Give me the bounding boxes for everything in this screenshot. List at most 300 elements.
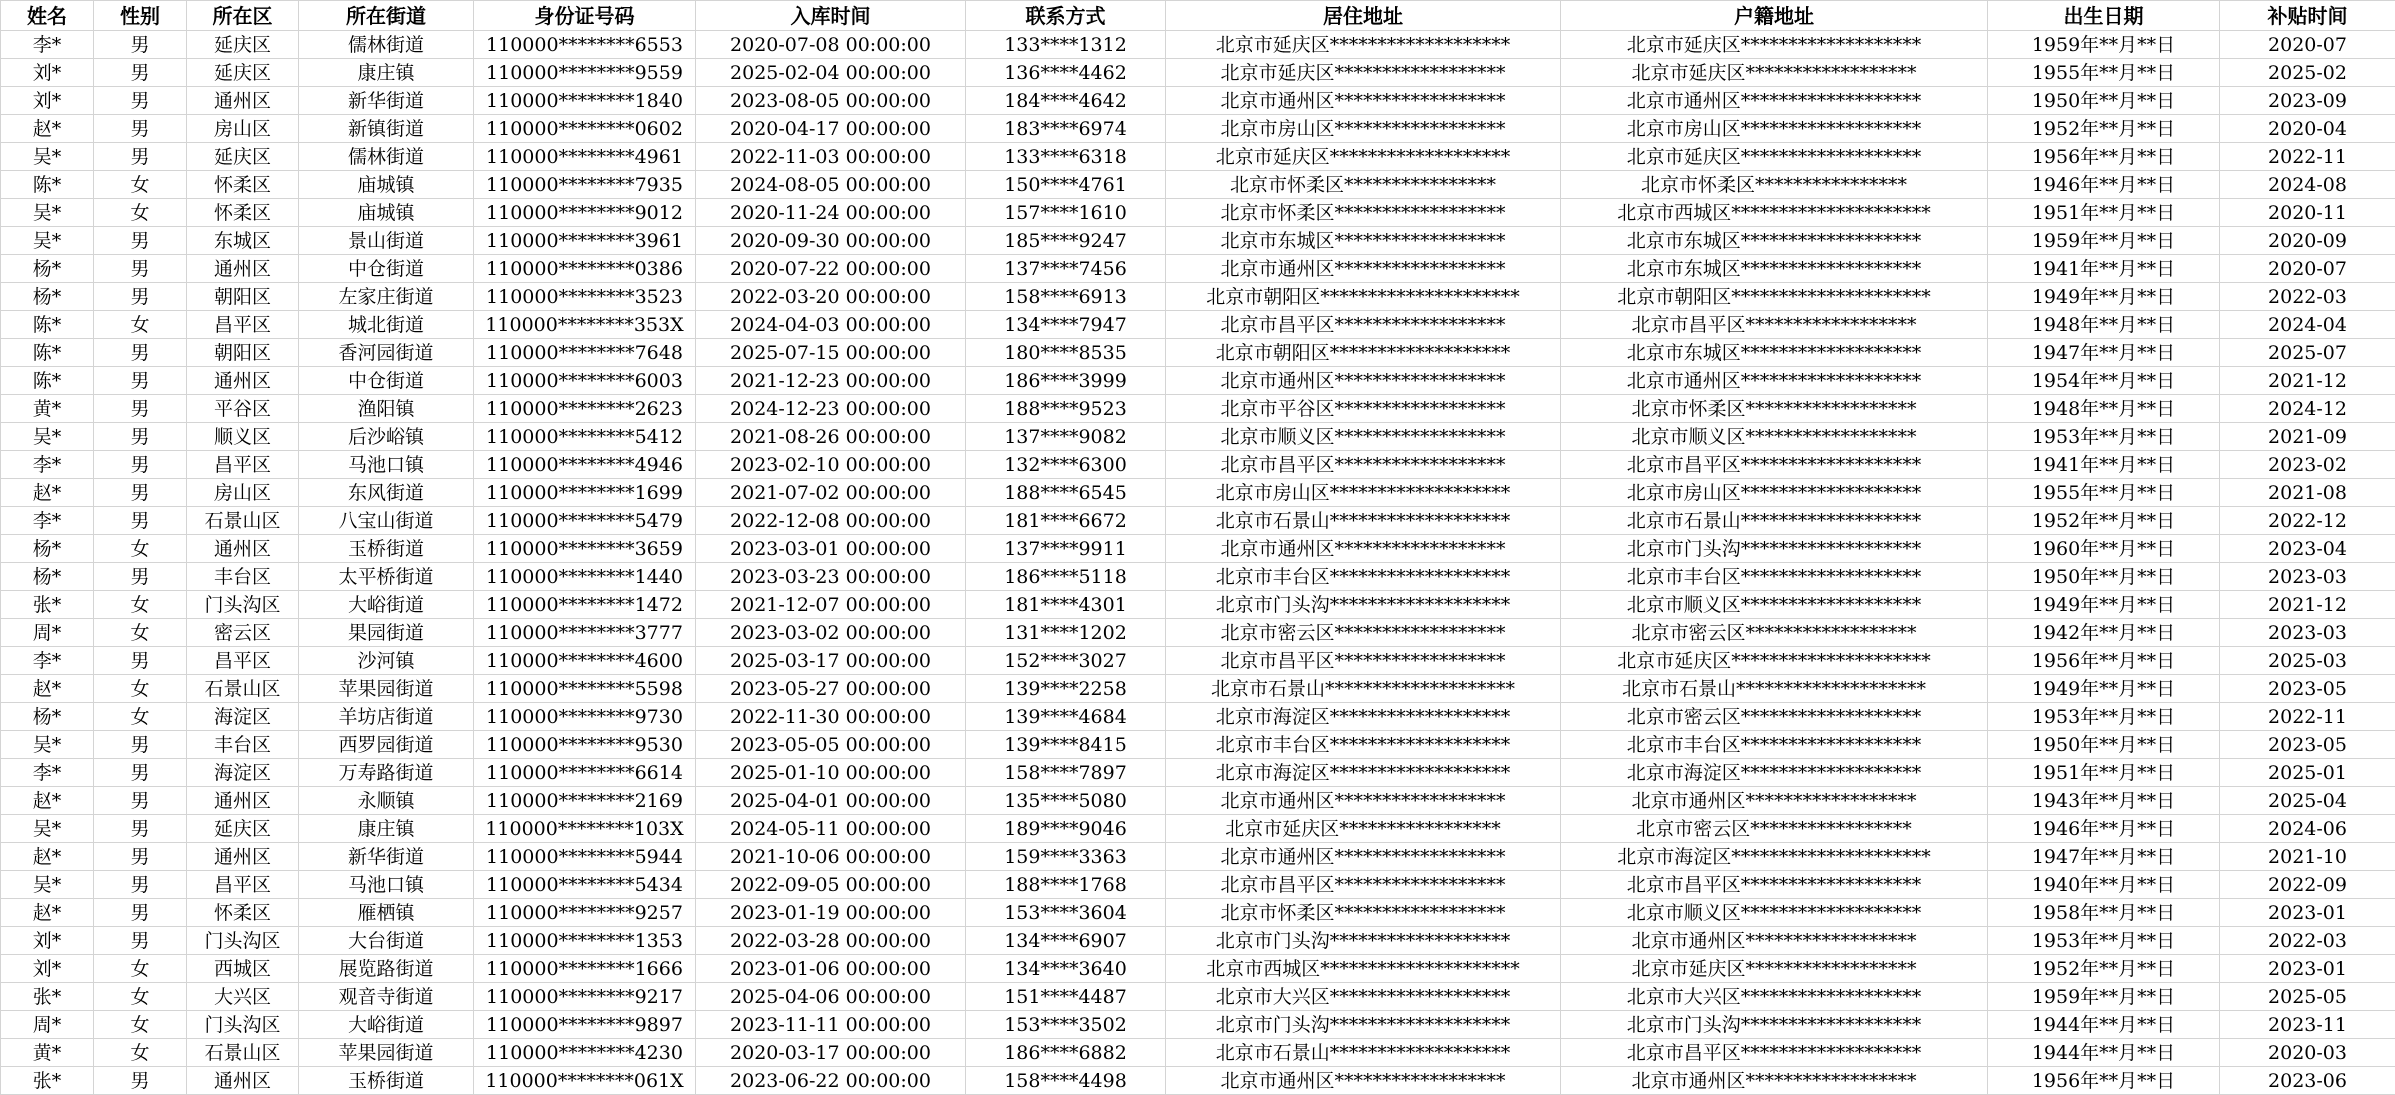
subsidy-time-cell[interactable]: 2023-04 bbox=[2220, 535, 2395, 563]
name-cell[interactable]: 刘* bbox=[1, 59, 94, 87]
id-number-cell[interactable]: 110000********2623 bbox=[474, 395, 696, 423]
id-number-cell[interactable]: 110000********9730 bbox=[474, 703, 696, 731]
district-cell[interactable]: 昌平区 bbox=[187, 871, 299, 899]
subsidy-time-cell[interactable]: 2023-01 bbox=[2220, 955, 2395, 983]
residence-address-cell[interactable]: 北京市丰台区******************* bbox=[1166, 563, 1561, 591]
id-number-cell[interactable]: 110000********5598 bbox=[474, 675, 696, 703]
contact-cell[interactable]: 137****7456 bbox=[966, 255, 1166, 283]
contact-cell[interactable]: 158****7897 bbox=[966, 759, 1166, 787]
district-cell[interactable]: 昌平区 bbox=[187, 647, 299, 675]
gender-cell[interactable]: 男 bbox=[94, 815, 187, 843]
street-cell[interactable]: 左家庄街道 bbox=[299, 283, 474, 311]
id-number-cell[interactable]: 110000********4600 bbox=[474, 647, 696, 675]
entry-time-cell[interactable]: 2023-11-11 00:00:00 bbox=[696, 1011, 966, 1039]
contact-cell[interactable]: 185****9247 bbox=[966, 227, 1166, 255]
contact-cell[interactable]: 159****3363 bbox=[966, 843, 1166, 871]
district-cell[interactable]: 怀柔区 bbox=[187, 199, 299, 227]
subsidy-time-cell[interactable]: 2023-11 bbox=[2220, 1011, 2395, 1039]
id-number-cell[interactable]: 110000********353X bbox=[474, 311, 696, 339]
id-number-cell[interactable]: 110000********3659 bbox=[474, 535, 696, 563]
gender-cell[interactable]: 女 bbox=[94, 675, 187, 703]
contact-cell[interactable]: 131****1202 bbox=[966, 619, 1166, 647]
contact-cell[interactable]: 139****4684 bbox=[966, 703, 1166, 731]
contact-cell[interactable]: 158****6913 bbox=[966, 283, 1166, 311]
street-cell[interactable]: 永顺镇 bbox=[299, 787, 474, 815]
entry-time-cell[interactable]: 2020-03-17 00:00:00 bbox=[696, 1039, 966, 1067]
residence-address-cell[interactable]: 北京市海淀区******************* bbox=[1166, 759, 1561, 787]
birth-date-cell[interactable]: 1951年**月**日 bbox=[1988, 759, 2220, 787]
residence-address-cell[interactable]: 北京市通州区****************** bbox=[1166, 843, 1561, 871]
name-cell[interactable]: 陈* bbox=[1, 171, 94, 199]
street-cell[interactable]: 儒林街道 bbox=[299, 31, 474, 59]
gender-cell[interactable]: 男 bbox=[94, 115, 187, 143]
name-cell[interactable]: 张* bbox=[1, 983, 94, 1011]
name-cell[interactable]: 杨* bbox=[1, 563, 94, 591]
residence-address-cell[interactable]: 北京市延庆区***************** bbox=[1166, 815, 1561, 843]
gender-cell[interactable]: 男 bbox=[94, 787, 187, 815]
gender-cell[interactable]: 男 bbox=[94, 731, 187, 759]
household-address-cell[interactable]: 北京市门头沟******************* bbox=[1561, 1011, 1988, 1039]
street-cell[interactable]: 康庄镇 bbox=[299, 59, 474, 87]
contact-cell[interactable]: 133****6318 bbox=[966, 143, 1166, 171]
street-cell[interactable]: 西罗园街道 bbox=[299, 731, 474, 759]
subsidy-time-cell[interactable]: 2022-09 bbox=[2220, 871, 2395, 899]
birth-date-cell[interactable]: 1946年**月**日 bbox=[1988, 171, 2220, 199]
gender-cell[interactable]: 女 bbox=[94, 199, 187, 227]
header-contact[interactable]: 联系方式 bbox=[966, 1, 1166, 31]
contact-cell[interactable]: 153****3604 bbox=[966, 899, 1166, 927]
entry-time-cell[interactable]: 2021-12-07 00:00:00 bbox=[696, 591, 966, 619]
street-cell[interactable]: 羊坊店街道 bbox=[299, 703, 474, 731]
residence-address-cell[interactable]: 北京市通州区****************** bbox=[1166, 535, 1561, 563]
gender-cell[interactable]: 男 bbox=[94, 283, 187, 311]
subsidy-time-cell[interactable]: 2021-10 bbox=[2220, 843, 2395, 871]
entry-time-cell[interactable]: 2025-04-01 00:00:00 bbox=[696, 787, 966, 815]
subsidy-time-cell[interactable]: 2020-07 bbox=[2220, 31, 2395, 59]
contact-cell[interactable]: 134****7947 bbox=[966, 311, 1166, 339]
name-cell[interactable]: 陈* bbox=[1, 339, 94, 367]
gender-cell[interactable]: 女 bbox=[94, 1011, 187, 1039]
gender-cell[interactable]: 女 bbox=[94, 703, 187, 731]
subsidy-time-cell[interactable]: 2023-05 bbox=[2220, 675, 2395, 703]
name-cell[interactable]: 赵* bbox=[1, 675, 94, 703]
entry-time-cell[interactable]: 2021-10-06 00:00:00 bbox=[696, 843, 966, 871]
entry-time-cell[interactable]: 2020-11-24 00:00:00 bbox=[696, 199, 966, 227]
gender-cell[interactable]: 男 bbox=[94, 927, 187, 955]
gender-cell[interactable]: 男 bbox=[94, 507, 187, 535]
subsidy-time-cell[interactable]: 2023-05 bbox=[2220, 731, 2395, 759]
subsidy-time-cell[interactable]: 2020-04 bbox=[2220, 115, 2395, 143]
subsidy-time-cell[interactable]: 2023-02 bbox=[2220, 451, 2395, 479]
name-cell[interactable]: 李* bbox=[1, 647, 94, 675]
name-cell[interactable]: 赵* bbox=[1, 899, 94, 927]
name-cell[interactable]: 刘* bbox=[1, 927, 94, 955]
header-name[interactable]: 姓名 bbox=[1, 1, 94, 31]
name-cell[interactable]: 赵* bbox=[1, 115, 94, 143]
id-number-cell[interactable]: 110000********9530 bbox=[474, 731, 696, 759]
street-cell[interactable]: 城北街道 bbox=[299, 311, 474, 339]
household-address-cell[interactable]: 北京市密云区****************** bbox=[1561, 619, 1988, 647]
id-number-cell[interactable]: 110000********5434 bbox=[474, 871, 696, 899]
entry-time-cell[interactable]: 2021-08-26 00:00:00 bbox=[696, 423, 966, 451]
street-cell[interactable]: 雁栖镇 bbox=[299, 899, 474, 927]
contact-cell[interactable]: 181****6672 bbox=[966, 507, 1166, 535]
household-address-cell[interactable]: 北京市通州区****************** bbox=[1561, 927, 1988, 955]
residence-address-cell[interactable]: 北京市延庆区****************** bbox=[1166, 59, 1561, 87]
subsidy-time-cell[interactable]: 2020-09 bbox=[2220, 227, 2395, 255]
contact-cell[interactable]: 152****3027 bbox=[966, 647, 1166, 675]
street-cell[interactable]: 康庄镇 bbox=[299, 815, 474, 843]
household-address-cell[interactable]: 北京市门头沟******************* bbox=[1561, 535, 1988, 563]
subsidy-time-cell[interactable]: 2025-07 bbox=[2220, 339, 2395, 367]
header-entry-time[interactable]: 入库时间 bbox=[696, 1, 966, 31]
contact-cell[interactable]: 133****1312 bbox=[966, 31, 1166, 59]
street-cell[interactable]: 景山街道 bbox=[299, 227, 474, 255]
contact-cell[interactable]: 183****6974 bbox=[966, 115, 1166, 143]
birth-date-cell[interactable]: 1959年**月**日 bbox=[1988, 983, 2220, 1011]
contact-cell[interactable]: 188****1768 bbox=[966, 871, 1166, 899]
district-cell[interactable]: 通州区 bbox=[187, 255, 299, 283]
street-cell[interactable]: 果园街道 bbox=[299, 619, 474, 647]
street-cell[interactable]: 新华街道 bbox=[299, 843, 474, 871]
id-number-cell[interactable]: 110000********9559 bbox=[474, 59, 696, 87]
district-cell[interactable]: 通州区 bbox=[187, 1067, 299, 1095]
street-cell[interactable]: 苹果园街道 bbox=[299, 1039, 474, 1067]
gender-cell[interactable]: 女 bbox=[94, 619, 187, 647]
id-number-cell[interactable]: 110000********3523 bbox=[474, 283, 696, 311]
id-number-cell[interactable]: 110000********2169 bbox=[474, 787, 696, 815]
district-cell[interactable]: 门头沟区 bbox=[187, 1011, 299, 1039]
household-address-cell[interactable]: 北京市石景山******************** bbox=[1561, 675, 1988, 703]
entry-time-cell[interactable]: 2023-03-23 00:00:00 bbox=[696, 563, 966, 591]
name-cell[interactable]: 赵* bbox=[1, 787, 94, 815]
birth-date-cell[interactable]: 1942年**月**日 bbox=[1988, 619, 2220, 647]
subsidy-time-cell[interactable]: 2023-06 bbox=[2220, 1067, 2395, 1095]
street-cell[interactable]: 沙河镇 bbox=[299, 647, 474, 675]
residence-address-cell[interactable]: 北京市海淀区******************* bbox=[1166, 703, 1561, 731]
district-cell[interactable]: 石景山区 bbox=[187, 507, 299, 535]
birth-date-cell[interactable]: 1960年**月**日 bbox=[1988, 535, 2220, 563]
contact-cell[interactable]: 186****3999 bbox=[966, 367, 1166, 395]
gender-cell[interactable]: 男 bbox=[94, 451, 187, 479]
gender-cell[interactable]: 男 bbox=[94, 395, 187, 423]
household-address-cell[interactable]: 北京市延庆区****************** bbox=[1561, 59, 1988, 87]
district-cell[interactable]: 朝阳区 bbox=[187, 339, 299, 367]
gender-cell[interactable]: 男 bbox=[94, 1067, 187, 1095]
district-cell[interactable]: 通州区 bbox=[187, 843, 299, 871]
birth-date-cell[interactable]: 1952年**月**日 bbox=[1988, 115, 2220, 143]
household-address-cell[interactable]: 北京市怀柔区**************** bbox=[1561, 171, 1988, 199]
street-cell[interactable]: 观音寺街道 bbox=[299, 983, 474, 1011]
district-cell[interactable]: 延庆区 bbox=[187, 143, 299, 171]
id-number-cell[interactable]: 110000********1840 bbox=[474, 87, 696, 115]
household-address-cell[interactable]: 北京市大兴区******************* bbox=[1561, 983, 1988, 1011]
name-cell[interactable]: 张* bbox=[1, 1067, 94, 1095]
subsidy-time-cell[interactable]: 2023-01 bbox=[2220, 899, 2395, 927]
district-cell[interactable]: 石景山区 bbox=[187, 1039, 299, 1067]
subsidy-time-cell[interactable]: 2025-01 bbox=[2220, 759, 2395, 787]
entry-time-cell[interactable]: 2022-12-08 00:00:00 bbox=[696, 507, 966, 535]
contact-cell[interactable]: 134****3640 bbox=[966, 955, 1166, 983]
street-cell[interactable]: 苹果园街道 bbox=[299, 675, 474, 703]
household-address-cell[interactable]: 北京市丰台区******************* bbox=[1561, 563, 1988, 591]
id-number-cell[interactable]: 110000********9897 bbox=[474, 1011, 696, 1039]
district-cell[interactable]: 门头沟区 bbox=[187, 591, 299, 619]
subsidy-time-cell[interactable]: 2022-12 bbox=[2220, 507, 2395, 535]
birth-date-cell[interactable]: 1956年**月**日 bbox=[1988, 1067, 2220, 1095]
street-cell[interactable]: 玉桥街道 bbox=[299, 535, 474, 563]
entry-time-cell[interactable]: 2025-03-17 00:00:00 bbox=[696, 647, 966, 675]
name-cell[interactable]: 刘* bbox=[1, 955, 94, 983]
gender-cell[interactable]: 男 bbox=[94, 367, 187, 395]
residence-address-cell[interactable]: 北京市朝阳区******************* bbox=[1166, 339, 1561, 367]
name-cell[interactable]: 李* bbox=[1, 31, 94, 59]
gender-cell[interactable]: 男 bbox=[94, 479, 187, 507]
birth-date-cell[interactable]: 1953年**月**日 bbox=[1988, 927, 2220, 955]
subsidy-time-cell[interactable]: 2025-04 bbox=[2220, 787, 2395, 815]
contact-cell[interactable]: 158****4498 bbox=[966, 1067, 1166, 1095]
subsidy-time-cell[interactable]: 2020-11 bbox=[2220, 199, 2395, 227]
gender-cell[interactable]: 男 bbox=[94, 647, 187, 675]
household-address-cell[interactable]: 北京市密云区******************* bbox=[1561, 703, 1988, 731]
district-cell[interactable]: 通州区 bbox=[187, 87, 299, 115]
street-cell[interactable]: 展览路街道 bbox=[299, 955, 474, 983]
gender-cell[interactable]: 男 bbox=[94, 255, 187, 283]
household-address-cell[interactable]: 北京市房山区******************* bbox=[1561, 479, 1988, 507]
entry-time-cell[interactable]: 2022-09-05 00:00:00 bbox=[696, 871, 966, 899]
district-cell[interactable]: 海淀区 bbox=[187, 703, 299, 731]
subsidy-time-cell[interactable]: 2023-03 bbox=[2220, 563, 2395, 591]
gender-cell[interactable]: 男 bbox=[94, 59, 187, 87]
birth-date-cell[interactable]: 1950年**月**日 bbox=[1988, 731, 2220, 759]
contact-cell[interactable]: 137****9911 bbox=[966, 535, 1166, 563]
contact-cell[interactable]: 134****6907 bbox=[966, 927, 1166, 955]
household-address-cell[interactable]: 北京市顺义区****************** bbox=[1561, 423, 1988, 451]
entry-time-cell[interactable]: 2023-01-06 00:00:00 bbox=[696, 955, 966, 983]
subsidy-time-cell[interactable]: 2024-04 bbox=[2220, 311, 2395, 339]
contact-cell[interactable]: 188****9523 bbox=[966, 395, 1166, 423]
name-cell[interactable]: 吴* bbox=[1, 731, 94, 759]
gender-cell[interactable]: 女 bbox=[94, 591, 187, 619]
subsidy-time-cell[interactable]: 2021-12 bbox=[2220, 591, 2395, 619]
household-address-cell[interactable]: 北京市密云区***************** bbox=[1561, 815, 1988, 843]
household-address-cell[interactable]: 北京市昌平区******************* bbox=[1561, 1039, 1988, 1067]
district-cell[interactable]: 昌平区 bbox=[187, 311, 299, 339]
entry-time-cell[interactable]: 2024-08-05 00:00:00 bbox=[696, 171, 966, 199]
subsidy-time-cell[interactable]: 2022-11 bbox=[2220, 143, 2395, 171]
contact-cell[interactable]: 181****4301 bbox=[966, 591, 1166, 619]
gender-cell[interactable]: 男 bbox=[94, 759, 187, 787]
birth-date-cell[interactable]: 1943年**月**日 bbox=[1988, 787, 2220, 815]
household-address-cell[interactable]: 北京市通州区****************** bbox=[1561, 1067, 1988, 1095]
id-number-cell[interactable]: 110000********5479 bbox=[474, 507, 696, 535]
residence-address-cell[interactable]: 北京市延庆区******************* bbox=[1166, 143, 1561, 171]
residence-address-cell[interactable]: 北京市丰台区******************* bbox=[1166, 731, 1561, 759]
district-cell[interactable]: 延庆区 bbox=[187, 59, 299, 87]
birth-date-cell[interactable]: 1953年**月**日 bbox=[1988, 423, 2220, 451]
birth-date-cell[interactable]: 1955年**月**日 bbox=[1988, 479, 2220, 507]
household-address-cell[interactable]: 北京市房山区******************* bbox=[1561, 115, 1988, 143]
household-address-cell[interactable]: 北京市东城区******************* bbox=[1561, 255, 1988, 283]
residence-address-cell[interactable]: 北京市通州区****************** bbox=[1166, 87, 1561, 115]
birth-date-cell[interactable]: 1956年**月**日 bbox=[1988, 647, 2220, 675]
name-cell[interactable]: 吴* bbox=[1, 143, 94, 171]
street-cell[interactable]: 庙城镇 bbox=[299, 171, 474, 199]
name-cell[interactable]: 杨* bbox=[1, 535, 94, 563]
birth-date-cell[interactable]: 1958年**月**日 bbox=[1988, 899, 2220, 927]
residence-address-cell[interactable]: 北京市门头沟******************* bbox=[1166, 927, 1561, 955]
header-residence-address[interactable]: 居住地址 bbox=[1166, 1, 1561, 31]
street-cell[interactable]: 香河园街道 bbox=[299, 339, 474, 367]
name-cell[interactable]: 吴* bbox=[1, 199, 94, 227]
street-cell[interactable]: 中仓街道 bbox=[299, 255, 474, 283]
district-cell[interactable]: 平谷区 bbox=[187, 395, 299, 423]
street-cell[interactable]: 大台街道 bbox=[299, 927, 474, 955]
name-cell[interactable]: 黄* bbox=[1, 1039, 94, 1067]
name-cell[interactable]: 张* bbox=[1, 591, 94, 619]
household-address-cell[interactable]: 北京市昌平区******************* bbox=[1561, 451, 1988, 479]
entry-time-cell[interactable]: 2023-03-02 00:00:00 bbox=[696, 619, 966, 647]
gender-cell[interactable]: 女 bbox=[94, 955, 187, 983]
id-number-cell[interactable]: 110000********9217 bbox=[474, 983, 696, 1011]
name-cell[interactable]: 赵* bbox=[1, 843, 94, 871]
name-cell[interactable]: 赵* bbox=[1, 479, 94, 507]
residence-address-cell[interactable]: 北京市门头沟******************* bbox=[1166, 1011, 1561, 1039]
household-address-cell[interactable]: 北京市延庆区********************* bbox=[1561, 647, 1988, 675]
id-number-cell[interactable]: 110000********0602 bbox=[474, 115, 696, 143]
birth-date-cell[interactable]: 1954年**月**日 bbox=[1988, 367, 2220, 395]
id-number-cell[interactable]: 110000********5412 bbox=[474, 423, 696, 451]
subsidy-time-cell[interactable]: 2020-07 bbox=[2220, 255, 2395, 283]
household-address-cell[interactable]: 北京市延庆区******************* bbox=[1561, 31, 1988, 59]
id-number-cell[interactable]: 110000********4961 bbox=[474, 143, 696, 171]
header-subsidy-time[interactable]: 补贴时间 bbox=[2220, 1, 2395, 31]
district-cell[interactable]: 丰台区 bbox=[187, 731, 299, 759]
birth-date-cell[interactable]: 1952年**月**日 bbox=[1988, 507, 2220, 535]
subsidy-time-cell[interactable]: 2025-05 bbox=[2220, 983, 2395, 1011]
subsidy-time-cell[interactable]: 2021-09 bbox=[2220, 423, 2395, 451]
subsidy-time-cell[interactable]: 2022-03 bbox=[2220, 927, 2395, 955]
name-cell[interactable]: 李* bbox=[1, 451, 94, 479]
residence-address-cell[interactable]: 北京市石景山******************* bbox=[1166, 1039, 1561, 1067]
contact-cell[interactable]: 139****8415 bbox=[966, 731, 1166, 759]
gender-cell[interactable]: 女 bbox=[94, 311, 187, 339]
id-number-cell[interactable]: 110000********0386 bbox=[474, 255, 696, 283]
household-address-cell[interactable]: 北京市通州区****************** bbox=[1561, 787, 1988, 815]
household-address-cell[interactable]: 北京市顺义区******************* bbox=[1561, 591, 1988, 619]
street-cell[interactable]: 万寿路街道 bbox=[299, 759, 474, 787]
entry-time-cell[interactable]: 2025-01-10 00:00:00 bbox=[696, 759, 966, 787]
residence-address-cell[interactable]: 北京市通州区****************** bbox=[1166, 367, 1561, 395]
contact-cell[interactable]: 186****5118 bbox=[966, 563, 1166, 591]
residence-address-cell[interactable]: 北京市延庆区******************* bbox=[1166, 31, 1561, 59]
residence-address-cell[interactable]: 北京市石景山******************* bbox=[1166, 507, 1561, 535]
street-cell[interactable]: 马池口镇 bbox=[299, 871, 474, 899]
street-cell[interactable]: 太平桥街道 bbox=[299, 563, 474, 591]
entry-time-cell[interactable]: 2024-04-03 00:00:00 bbox=[696, 311, 966, 339]
gender-cell[interactable]: 男 bbox=[94, 843, 187, 871]
household-address-cell[interactable]: 北京市昌平区****************** bbox=[1561, 311, 1988, 339]
birth-date-cell[interactable]: 1959年**月**日 bbox=[1988, 227, 2220, 255]
residence-address-cell[interactable]: 北京市平谷区****************** bbox=[1166, 395, 1561, 423]
gender-cell[interactable]: 男 bbox=[94, 87, 187, 115]
id-number-cell[interactable]: 110000********3777 bbox=[474, 619, 696, 647]
household-address-cell[interactable]: 北京市顺义区******************* bbox=[1561, 899, 1988, 927]
name-cell[interactable]: 杨* bbox=[1, 703, 94, 731]
district-cell[interactable]: 密云区 bbox=[187, 619, 299, 647]
household-address-cell[interactable]: 北京市西城区********************* bbox=[1561, 199, 1988, 227]
district-cell[interactable]: 房山区 bbox=[187, 115, 299, 143]
district-cell[interactable]: 朝阳区 bbox=[187, 283, 299, 311]
residence-address-cell[interactable]: 北京市朝阳区********************* bbox=[1166, 283, 1561, 311]
street-cell[interactable]: 八宝山街道 bbox=[299, 507, 474, 535]
entry-time-cell[interactable]: 2020-07-08 00:00:00 bbox=[696, 31, 966, 59]
district-cell[interactable]: 通州区 bbox=[187, 367, 299, 395]
name-cell[interactable]: 黄* bbox=[1, 395, 94, 423]
street-cell[interactable]: 后沙峪镇 bbox=[299, 423, 474, 451]
id-number-cell[interactable]: 110000********6003 bbox=[474, 367, 696, 395]
street-cell[interactable]: 中仓街道 bbox=[299, 367, 474, 395]
household-address-cell[interactable]: 北京市延庆区****************** bbox=[1561, 955, 1988, 983]
district-cell[interactable]: 西城区 bbox=[187, 955, 299, 983]
household-address-cell[interactable]: 北京市海淀区********************* bbox=[1561, 843, 1988, 871]
residence-address-cell[interactable]: 北京市东城区****************** bbox=[1166, 227, 1561, 255]
birth-date-cell[interactable]: 1948年**月**日 bbox=[1988, 311, 2220, 339]
contact-cell[interactable]: 139****2258 bbox=[966, 675, 1166, 703]
subsidy-time-cell[interactable]: 2022-11 bbox=[2220, 703, 2395, 731]
entry-time-cell[interactable]: 2023-03-01 00:00:00 bbox=[696, 535, 966, 563]
birth-date-cell[interactable]: 1949年**月**日 bbox=[1988, 675, 2220, 703]
gender-cell[interactable]: 男 bbox=[94, 31, 187, 59]
name-cell[interactable]: 杨* bbox=[1, 255, 94, 283]
name-cell[interactable]: 李* bbox=[1, 507, 94, 535]
gender-cell[interactable]: 男 bbox=[94, 563, 187, 591]
birth-date-cell[interactable]: 1944年**月**日 bbox=[1988, 1011, 2220, 1039]
contact-cell[interactable]: 184****4642 bbox=[966, 87, 1166, 115]
id-number-cell[interactable]: 110000********3961 bbox=[474, 227, 696, 255]
subsidy-time-cell[interactable]: 2021-12 bbox=[2220, 367, 2395, 395]
birth-date-cell[interactable]: 1941年**月**日 bbox=[1988, 451, 2220, 479]
subsidy-time-cell[interactable]: 2023-03 bbox=[2220, 619, 2395, 647]
street-cell[interactable]: 渔阳镇 bbox=[299, 395, 474, 423]
contact-cell[interactable]: 189****9046 bbox=[966, 815, 1166, 843]
street-cell[interactable]: 马池口镇 bbox=[299, 451, 474, 479]
header-street[interactable]: 所在街道 bbox=[299, 1, 474, 31]
header-gender[interactable]: 性别 bbox=[94, 1, 187, 31]
id-number-cell[interactable]: 110000********9012 bbox=[474, 199, 696, 227]
name-cell[interactable]: 吴* bbox=[1, 423, 94, 451]
birth-date-cell[interactable]: 1949年**月**日 bbox=[1988, 591, 2220, 619]
gender-cell[interactable]: 男 bbox=[94, 143, 187, 171]
birth-date-cell[interactable]: 1959年**月**日 bbox=[1988, 31, 2220, 59]
id-number-cell[interactable]: 110000********4946 bbox=[474, 451, 696, 479]
birth-date-cell[interactable]: 1952年**月**日 bbox=[1988, 955, 2220, 983]
district-cell[interactable]: 丰台区 bbox=[187, 563, 299, 591]
gender-cell[interactable]: 男 bbox=[94, 423, 187, 451]
id-number-cell[interactable]: 110000********103X bbox=[474, 815, 696, 843]
district-cell[interactable]: 海淀区 bbox=[187, 759, 299, 787]
name-cell[interactable]: 李* bbox=[1, 759, 94, 787]
birth-date-cell[interactable]: 1944年**月**日 bbox=[1988, 1039, 2220, 1067]
name-cell[interactable]: 吴* bbox=[1, 815, 94, 843]
entry-time-cell[interactable]: 2024-12-23 00:00:00 bbox=[696, 395, 966, 423]
contact-cell[interactable]: 132****6300 bbox=[966, 451, 1166, 479]
entry-time-cell[interactable]: 2022-03-20 00:00:00 bbox=[696, 283, 966, 311]
id-number-cell[interactable]: 110000********9257 bbox=[474, 899, 696, 927]
name-cell[interactable]: 周* bbox=[1, 619, 94, 647]
district-cell[interactable]: 怀柔区 bbox=[187, 171, 299, 199]
birth-date-cell[interactable]: 1950年**月**日 bbox=[1988, 563, 2220, 591]
